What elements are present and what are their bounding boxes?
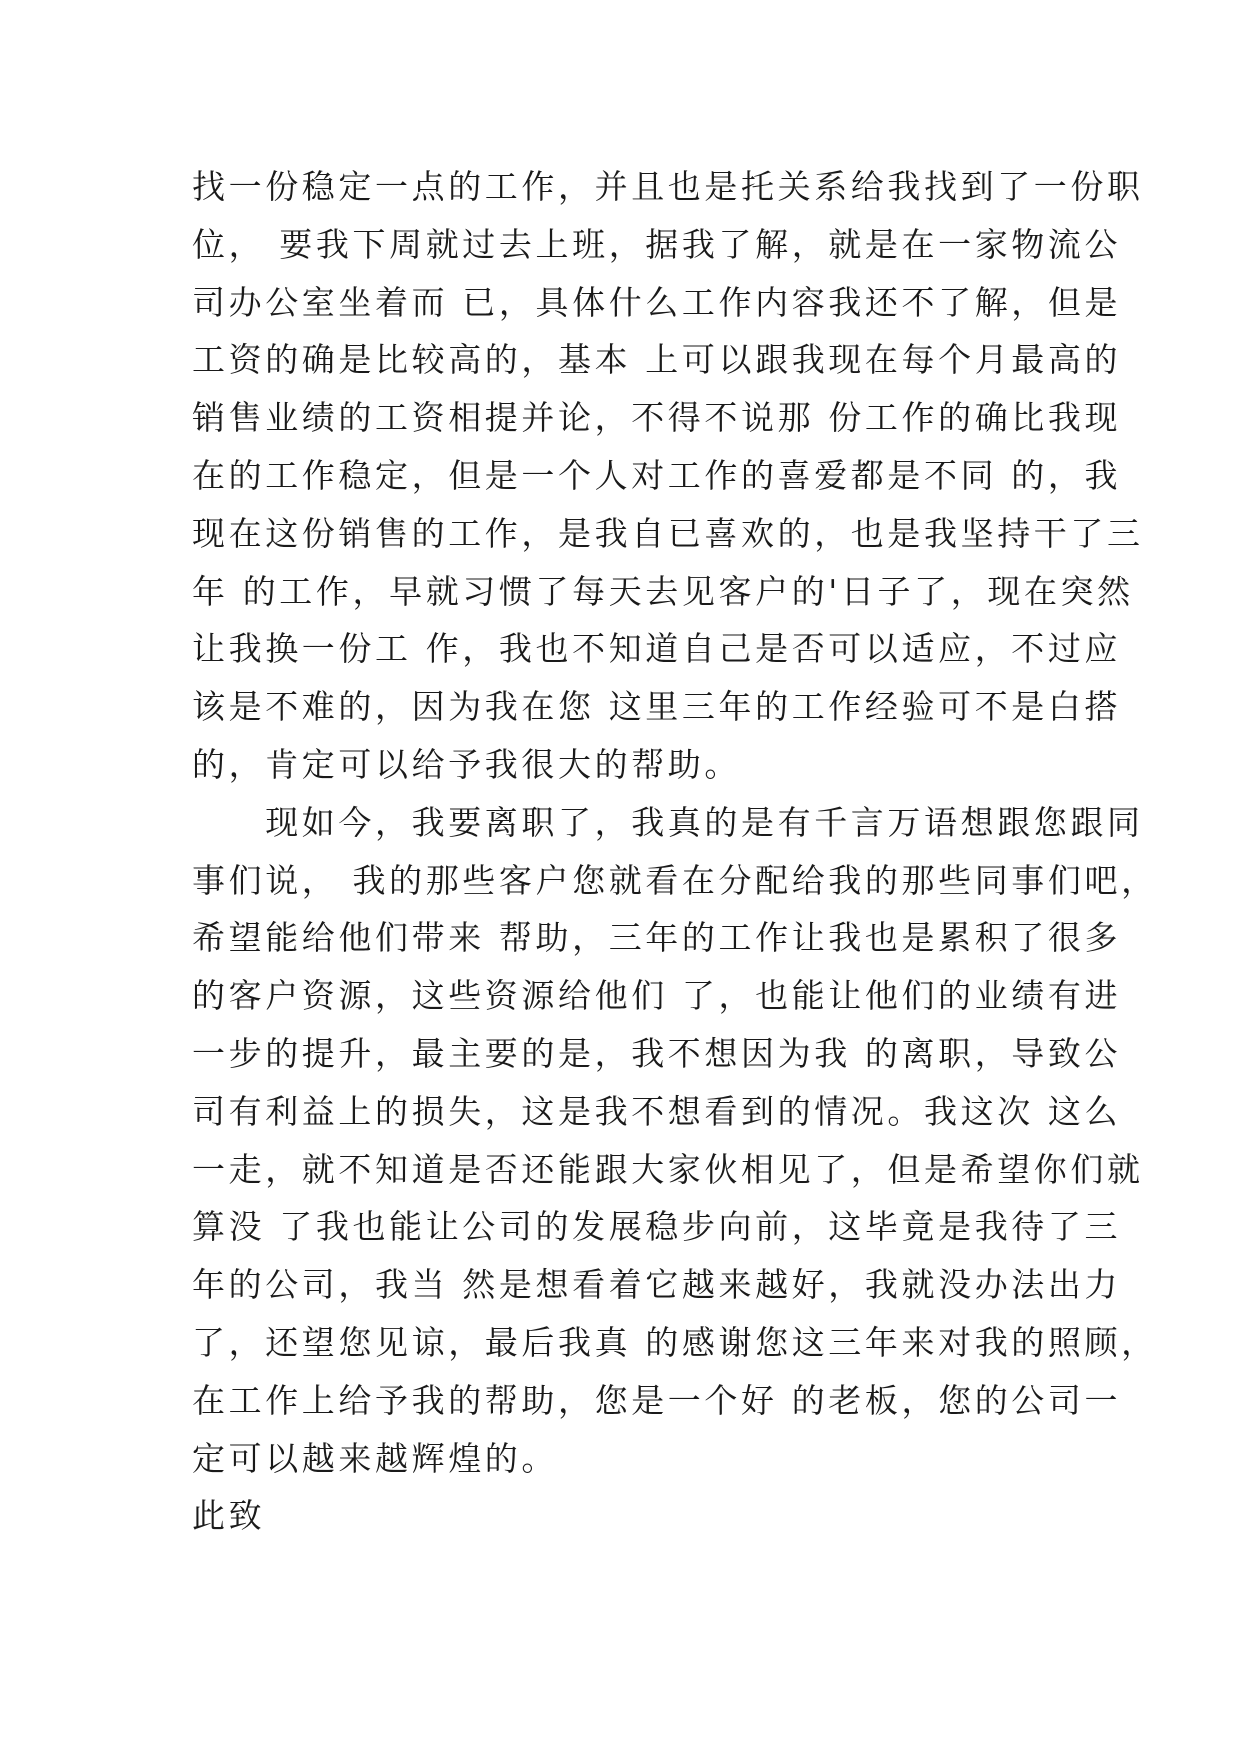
text-line-22: 在工作上给予我的帮助，您是一个好 的老板，您的公司一 xyxy=(192,1380,1122,1420)
letter-body xyxy=(192,158,1158,1545)
text-line-8: 年 的工作，早就习惯了每天去见客户的'日子了，现在突然 xyxy=(192,571,1134,611)
text-line-2: 位， 要我下周就过去上班，据我了解，就是在一家物流公 xyxy=(192,224,1122,264)
text-line-21: 了，还望您见谅，最后我真 的感谢您这三年来对我的照顾， xyxy=(192,1322,1158,1362)
text-line-15: 的客户资源，这些资源给他们 了，也能让他们的业绩有进 xyxy=(192,976,1122,1016)
text-line-17: 司有利益上的损失，这是我不想看到的情况。我这次 这么 xyxy=(192,1091,1122,1131)
text-line-13: 事们说， 我的那些客户您就看在分配给我的那些同事们吧， xyxy=(192,860,1158,900)
closing-salutation: 此致 xyxy=(192,1496,266,1536)
text-line-9: 让我换一份工 作，我也不知道自己是否可以适应，不过应 xyxy=(192,629,1122,669)
text-line-5: 销售业绩的工资相提并论，不得不说那 份工作的确比我现 xyxy=(192,398,1122,438)
text-line-14: 希望能给他们带来 帮助，三年的工作让我也是累积了很多 xyxy=(192,918,1122,958)
text-line-16: 一步的提升，最主要的是，我不想因为我 的离职，导致公 xyxy=(192,1033,1122,1073)
text-line-11: 的，肯定可以给予我很大的帮助。 xyxy=(192,744,741,784)
text-line-19: 算没 了我也能让公司的发展稳步向前，这毕竟是我待了三 xyxy=(192,1207,1122,1247)
text-line-6: 在的工作稳定，但是一个人对工作的喜爱都是不同 的，我 xyxy=(192,455,1122,495)
text-line-18: 一走，就不知道是否还能跟大家伙相见了，但是希望你们就 xyxy=(192,1149,1144,1189)
text-line-23: 定可以越来越辉煌的。 xyxy=(192,1438,558,1478)
text-line-4: 工资的确是比较高的，基本 上可以跟我现在每个月最高的 xyxy=(192,340,1122,380)
text-line-20: 年的公司，我当 然是想看着它越来越好，我就没办法出力 xyxy=(192,1265,1122,1305)
text-line-1: 找一份稳定一点的工作，并且也是托关系给我找到了一份职 xyxy=(192,167,1144,206)
text-line-10: 该是不难的，因为我在您 这里三年的工作经验可不是白搭 xyxy=(192,687,1122,727)
text-line-3: 司办公室坐着而 已，具体什么工作内容我还不了解，但是 xyxy=(192,282,1122,322)
text-line-12: 现如今，我要离职了，我真的是有千言万语想跟您跟同 xyxy=(192,802,1144,842)
text-line-7: 现在这份销售的工作，是我自已喜欢的，也是我坚持干了三 xyxy=(192,513,1144,553)
